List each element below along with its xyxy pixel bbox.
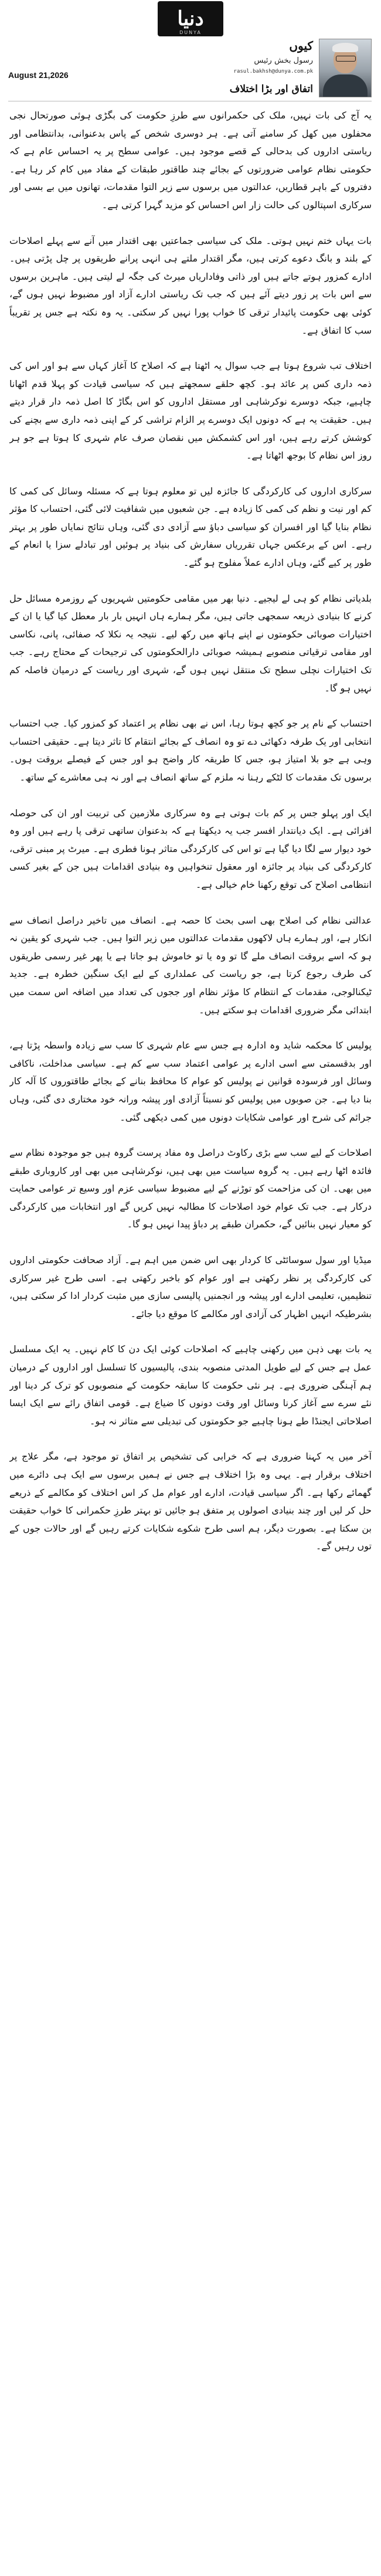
column-label: کیوں	[289, 39, 313, 53]
article-paragraph: سرکاری اداروں کی کارکردگی کا جائزہ لیں تو معلوم ہوتا ہے کہ مسئلہ وسائل کی کمی کا کم اور نیت و نظم کی کمی کا زیادہ ہے۔ جن شعبوں میں شفافیت لائی گئی، احتساب کا مؤثر نظام بنایا گیا اور افسران کو سیاسی دباؤ سے آزادی دی گئی، وہاں نتائج نمایاں طور پر بہتر رہے۔ اس کے برعکس جہاں تقرریاں سفارش کی بنیاد پر ہوئیں اور تبادلے سزا یا انعام کے طور پر کیے گئے، وہاں ادارے عملاً مفلوج ہو گئے۔	[9, 485, 372, 569]
author-email[interactable]: rasul.bakhsh@dunya.com.pk	[233, 69, 313, 74]
logo-subtext: DUNYA	[179, 30, 202, 35]
article-paragraph: ایک اور پہلو جس پر کم بات ہوتی ہے وہ سرکاری ملازمین کی تربیت اور ان کی حوصلہ افزائی ہے۔ ایک دیانتدار افسر جب یہ دیکھتا ہے کہ بدعنوان ساتھی ترقی پا رہے ہیں اور وہ خود دیوار سے لگا دیا گیا ہے تو اس کی کارکردگی متاثر ہونا فطری ہے۔ میرٹ پر مبنی ترقی، کارکردگی کی بنیاد پر جائزہ اور معقول تنخواہیں وہ بنیادی اقدامات ہیں جن کے بغیر کسی انتظامی اصلاح کی توقع رکھنا خام خیالی ہے۔	[9, 807, 372, 890]
article-paragraph: عدالتی نظام کی اصلاح بھی اسی بحث کا حصہ ہے۔ انصاف میں تاخیر دراصل انصاف سے انکار ہے، اور ہمارے ہاں لاکھوں مقدمات عدالتوں میں زیر التوا ہیں۔ جب شہری کو یقین نہ ہو کہ اسے بروقت انصاف ملے گا تو وہ یا تو خاموش ہو جاتا ہے یا پھر غیر رسمی طریقوں کی طرف رجوع کرتا ہے، جو ریاست کی عملداری کے لیے ایک سنگین خطرہ ہے۔ جدید ٹیکنالوجی، مقدمات کے انتظام کا مؤثر نظام اور ججوں کی تعداد میں اضافہ اس سمت میں ابتدائی مگر ضروری اقدامات ہو سکتے ہیں۔	[9, 914, 372, 1016]
author-name: رسول بخش رئیس	[254, 56, 313, 65]
article-paragraph: یہ آج کی بات نہیں، ملک کی حکمرانوں سے طرزِ حکومت کی بگڑی ہوئی صورتحال نجی محفلوں میں کھل کر سامنے آتی ہے۔ ہر دوسری شخص کے پاس بدعنوانی، بدانتظامی اور ریاستی اداروں کی بدحالی کے قصے موجود ہیں۔ عوامی سطح پر یہ احساس عام ہے کہ حکومتی نظام عوامی ضرورتوں کے بجائے چند طاقتور طبقات کے مفاد میں کام کر رہا ہے۔ دفتروں کے باہر قطاریں، عدالتوں میں برسوں سے زیر التوا مقدمات، تھانوں میں بے بسی اور سرکاری اسپتالوں کی حالت زار اس احساس کو مزید گہرا کرتی ہے۔	[9, 110, 372, 211]
article-headline: اتفاق اور بڑا اختلاف	[229, 83, 313, 95]
newspaper-logo[interactable]	[158, 1, 223, 36]
article-paragraph: پولیس کا محکمہ شاید وہ ادارہ ہے جس سے عام شہری کا سب سے زیادہ واسطہ پڑتا ہے، اور بدقسمتی سے اسی ادارے پر عوامی اعتماد سب سے کم ہے۔ سیاسی مداخلت، ناکافی وسائل اور فرسودہ قوانین نے پولیس کو عوام کا محافظ بنانے کے بجائے طاقتوروں کا آلہ کار بنا دیا ہے۔ جن صوبوں میں پولیس کو نسبتاً آزادی اور پیشہ ورانہ خود مختاری دی گئی، وہاں جرائم کی شرح اور عوامی شکایات دونوں میں کمی دیکھی گئی۔	[9, 1040, 372, 1123]
author-photo-glasses	[336, 56, 356, 62]
author-photo-body	[323, 74, 368, 97]
article-body	[9, 107, 372, 2570]
logo-text: دنیا	[177, 7, 204, 30]
article-paragraph: احتساب کے نام پر جو کچھ ہوتا رہا، اس نے بھی نظام پر اعتماد کو کمزور کیا۔ جب احتساب انتخابی اور یک طرفہ دکھائی دے تو وہ انصاف کے بجائے انتقام کا تاثر دیتا ہے۔ حقیقی احتساب وہی ہے جو بلا امتیاز ہو، جس کا طریقہ کار واضح ہو اور جس کے فیصلے بروقت ہوں۔ برسوں تک مقدمات کا لٹکے رہنا نہ ملزم کے ساتھ انصاف ہے اور نہ ہی معاشرے کے ساتھ۔	[9, 718, 372, 783]
column-masthead	[0, 0, 381, 95]
article-paragraph: میڈیا اور سول سوسائٹی کا کردار بھی اس ضمن میں اہم ہے۔ آزاد صحافت حکومتی اداروں کی کارکردگی پر نظر رکھتی ہے اور عوام کو باخبر رکھتی ہے۔ اسی طرح غیر سرکاری تنظیمیں، تعلیمی ادارے اور پیشہ ور انجمنیں پالیسی سازی میں مثبت کردار ادا کر سکتی ہیں، بشرطیکہ انہیں اظہار کی آزادی اور مکالمے کا موقع دیا جائے۔	[9, 1254, 372, 1319]
author-photo-hair	[332, 43, 358, 52]
article-paragraph: اختلاف تب شروع ہوتا ہے جب سوال یہ اٹھتا ہے کہ اصلاح کا آغاز کہاں سے ہو اور اس کی ذمہ داری کس پر عائد ہو۔ کچھ حلقے سمجھتے ہیں کہ سیاسی قیادت کو پہلا قدم اٹھانا چاہیے، جبکہ دوسرے نوکرشاہی اور مستقل اداروں کو اس بگاڑ کا اصل ذمہ دار قرار دیتے ہیں۔ حقیقت یہ ہے کہ دونوں ایک دوسرے پر الزام تراشی کر کے اپنی ذمہ داری سے بچنے کی کوشش کرتے رہے ہیں، اور اس کشمکش میں نقصان صرف عام شہری کا ہوتا ہے جو ہر روز اس نظام کا بوجھ اٹھاتا ہے۔	[9, 360, 372, 461]
author-photo	[319, 39, 372, 97]
article-paragraph: آخر میں یہ کہنا ضروری ہے کہ خرابی کی تشخیص پر اتفاق تو موجود ہے، مگر علاج پر اختلاف برقرار ہے۔ یہی وہ بڑا اختلاف ہے جس نے ہمیں برسوں سے ایک ہی دائرے میں گھمائے رکھا ہے۔ اگر سیاسی قیادت، ادارے اور عوام مل کر اس اختلاف کو مکالمے کے ذریعے حل کر لیں اور چند بنیادی اصولوں پر متفق ہو جائیں تو بہتر طرزِ حکمرانی کا خواب حقیقت بن سکتا ہے۔ بصورت دیگر، ہم اسی طرح شکوے شکایات کرتے رہیں گے اور حالات جوں کے توں رہیں گے۔	[9, 1451, 372, 1552]
publish-date: August 21,2026	[8, 70, 69, 80]
article-paragraph: بلدیاتی نظام کو ہی لے لیجیے۔ دنیا بھر میں مقامی حکومتیں شہریوں کے روزمرہ مسائل حل کرنے کا بنیادی ذریعہ سمجھی جاتی ہیں، مگر ہمارے ہاں انہیں بار بار معطل کیا گیا یا ان کے اختیارات صوبائی حکومتوں نے اپنے ہاتھ میں رکھ لیے۔ نتیجہ یہ نکلا کہ صفائی، پانی، نکاسی اور مقامی ترقیاتی منصوبے ہمیشہ صوبائی دارالحکومتوں کی ترجیحات کے محتاج رہے۔ جب تک اختیارات نچلی سطح تک منتقل نہیں ہوں گے، شہری اور ریاست کے درمیان فاصلہ کم نہیں ہو گا۔	[9, 592, 372, 694]
article-paragraph: اصلاحات کے لیے سب سے بڑی رکاوٹ دراصل وہ مفاد پرست گروہ ہیں جو موجودہ نظام سے فائدہ اٹھا رہے ہیں۔ یہ گروہ سیاست میں بھی ہیں، نوکرشاہی میں بھی اور کاروباری طبقے میں بھی۔ ان کی مزاحمت کو توڑنے کے لیے مضبوط سیاسی عزم اور وسیع تر عوامی حمایت درکار ہے۔ جب تک عوام خود اصلاحات کا مطالبہ نہیں کریں گے اور انتخابات میں کارکردگی کو معیار نہیں بنائیں گے، حکمران طبقے پر دباؤ پیدا نہیں ہو گا۔	[9, 1147, 372, 1230]
article-paragraph: بات یہاں ختم نہیں ہوتی۔ ملک کی سیاسی جماعتیں بھی اقتدار میں آنے سے پہلے اصلاحات کے بلند و بانگ دعوے کرتی ہیں، مگر اقتدار ملتے ہی انہی پرانے طریقوں پر چل پڑتی ہیں۔ ادارے کمزور ہوتے جاتے ہیں اور ذاتی وفاداریاں میرٹ کی جگہ لے لیتی ہیں۔ ماہرین برسوں سے اس بات پر زور دیتے آئے ہیں کہ جب تک ریاستی ادارے آزاد اور مضبوط نہیں ہوں گے، کوئی بھی حکومت پائیدار ترقی کا خواب پورا نہیں کر سکتی۔ یہ وہ نکتہ ہے جس پر تقریباً سب کا اتفاق ہے۔	[9, 235, 372, 336]
article-paragraph: یہ بات بھی ذہن میں رکھنی چاہیے کہ اصلاحات کوئی ایک دن کا کام نہیں۔ یہ ایک مسلسل عمل ہے جس کے لیے طویل المدتی منصوبہ بندی، پالیسیوں کا تسلسل اور اداروں کے درمیان ہم آہنگی ضروری ہے۔ ہر نئی حکومت کا سابقہ حکومت کے منصوبوں کو ترک کر دینا اور نئے سرے سے آغاز کرنا وسائل اور وقت دونوں کا ضیاع ہے۔ قومی اتفاق رائے سے ایک ایسا اصلاحاتی ایجنڈا طے ہونا چاہیے جو حکومتوں کی تبدیلی سے متاثر نہ ہو۔	[9, 1343, 372, 1427]
